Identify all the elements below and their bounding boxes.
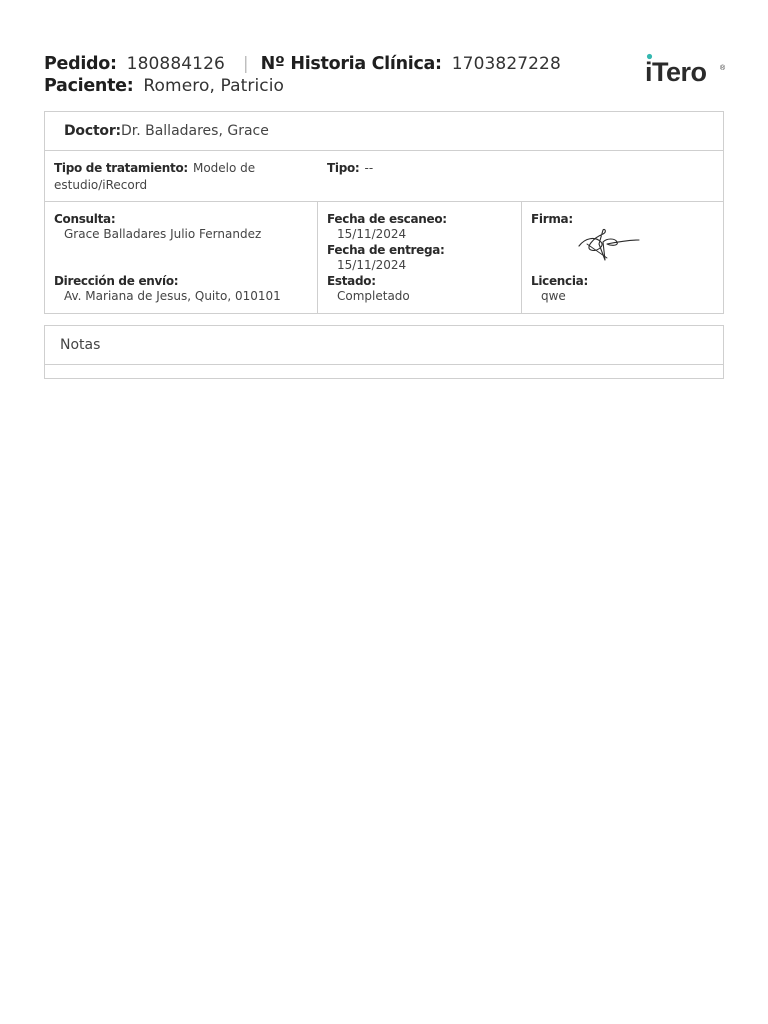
fecha-entrega-label: Fecha de entrega: [327,243,445,257]
itero-logo [644,50,728,90]
column-divider [521,202,522,313]
type-field [327,159,373,176]
treatment-type-value: Modelo de estudio/iRecord [54,161,256,192]
treatment-type-field [54,159,294,193]
fecha-entrega-value: 15/11/2024 [337,258,407,272]
pedido-value: 180884126 [126,54,225,74]
order-row [44,54,561,78]
doctor-value: Dr. Balladares, Grace [120,123,269,139]
paciente-value: Romero, Patricio [143,76,285,96]
doctor-row [45,112,723,151]
licencia-field [531,272,588,304]
fecha-escaneo-value: 15/11/2024 [337,227,407,241]
consulta-value: Grace Balladares Julio Fernandez [64,227,262,241]
notes-box [44,325,724,379]
fecha-escaneo-label: Fecha de escaneo: [327,212,447,226]
firma-field [531,210,573,227]
direccion-value: Av. Mariana de Jesus, Quito, 010101 [64,289,281,303]
patient-row [44,76,544,100]
estado-value: Completado [337,289,410,303]
fecha-entrega-field [327,241,445,273]
treatment-type-label: Tipo de tratamiento: [54,161,188,175]
column-divider [317,202,318,313]
estado-label: Estado: [327,274,376,288]
order-header [44,54,561,100]
details-row [45,202,723,313]
svg-text:®: ® [720,65,726,72]
estado-field [327,272,410,304]
consulta-label: Consulta: [54,212,116,226]
paciente-label: Paciente: [44,76,134,96]
consulta-field [54,210,261,242]
historia-clinica-label: Nº Historia Clínica: [260,54,442,74]
type-label: Tipo: [327,161,360,175]
type-value: -- [364,161,374,175]
signature-image [577,224,643,264]
order-details-box [44,111,724,314]
pedido-label: Pedido: [44,54,117,74]
doctor-label: Doctor: [64,123,121,139]
firma-label: Firma: [531,212,573,226]
licencia-label: Licencia: [531,274,588,288]
licencia-value: qwe [541,289,566,303]
notes-title: Notas [45,326,723,365]
direccion-label: Dirección de envío: [54,274,179,288]
historia-clinica-value: 1703827228 [451,54,561,74]
header-separator: | [242,54,249,74]
svg-text:iTero: iTero [645,57,707,87]
fecha-escaneo-field [327,210,447,242]
direccion-field [54,272,281,304]
treatment-row [45,151,723,202]
